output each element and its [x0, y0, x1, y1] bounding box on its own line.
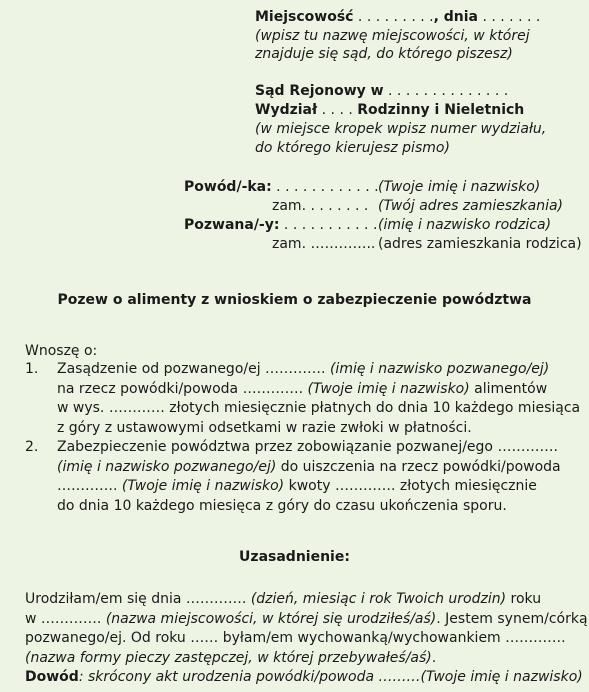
plaintiff-hint: (Twoje imię i nazwisko): [378, 179, 541, 195]
request-hint: (Twoje imię i nazwisko): [307, 380, 470, 397]
place-dots: . . . . . . . . .: [353, 9, 434, 25]
plaintiff-dots: . . . . . . . . . . . .: [271, 179, 379, 195]
date-dots: . . . . . . .: [478, 9, 541, 25]
request-line: [57, 419, 580, 439]
defendant-label: Pozwana/-y:: [184, 217, 280, 233]
department-label: Wydział: [255, 102, 318, 118]
request-line: [57, 438, 561, 458]
request-item-number: 2.: [25, 439, 39, 455]
request-line: [57, 477, 561, 497]
request-text: Zabezpieczenie powództwa przez zobowiązanie pozwanej/ego ………….: [57, 439, 558, 455]
department-dots: . . . .: [317, 102, 358, 118]
department-line: [255, 101, 524, 121]
justification-heading: Uzasadnienie:: [239, 549, 350, 565]
request-line: [57, 360, 580, 380]
justification-text: Urodziłam/em się dnia ………….: [25, 591, 251, 607]
place-hint-2: znajduje się sąd, do którego piszesz): [255, 46, 513, 62]
defendant-line: [184, 216, 377, 236]
request-text: na rzecz powódki/powoda ………….: [57, 380, 308, 397]
justification-body: [25, 590, 588, 688]
request-line: [57, 380, 580, 400]
justification-text: .: [431, 649, 437, 666]
request-text: w wys. ………… złotych miesięcznie płatnych do dnia 10 każdego miesiąca: [57, 400, 581, 416]
request-item-body: [57, 360, 580, 438]
request-hint: (Twoje imię i nazwisko): [121, 478, 285, 494]
place-label: Miejscowość: [255, 9, 354, 25]
document-title: Pozew o alimenty z wnioskiem o zabezpieczenie powództwa: [57, 292, 532, 308]
request-text: alimentów: [469, 380, 548, 397]
request-hint: (imię i nazwisko pozwanego/ej): [57, 458, 277, 475]
request-text: Zasądzenie od pozwanego/ej ………….: [57, 361, 330, 377]
place-hint-1: (wpisz tu nazwę miejscowości, w której: [255, 28, 530, 44]
department-hint-2: do którego kierujesz pismo): [255, 140, 450, 156]
defendant-dots: . . . . . . . . . . .: [279, 217, 378, 233]
request-text: z góry z ustawowymi odsetkami w razie zwłoki w płatności.: [57, 419, 472, 436]
date-label: , dnia: [433, 9, 479, 25]
request-text: ………….: [57, 478, 122, 494]
justification-text: roku: [506, 591, 542, 607]
department-hint-1: (w miejsce kropek wpisz numer wydziału,: [255, 121, 547, 137]
plaintiff-label: Powód/-ka:: [184, 179, 272, 195]
defendant-address-dots: …………..: [306, 236, 376, 252]
evidence-label: Dowód: [25, 669, 79, 685]
plaintiff-line: [184, 178, 379, 198]
justification-line: [25, 590, 588, 610]
request-item-number: 1.: [25, 361, 39, 377]
place-date-line: [255, 8, 540, 28]
defendant-address-hint: (adres zamieszkania rodzica): [378, 236, 582, 252]
justification-line: [25, 629, 588, 649]
request-item-body: [57, 438, 561, 516]
request-hint: (imię i nazwisko pozwanego/ej): [329, 361, 550, 377]
court-label: Sąd Rejonowy w: [255, 83, 384, 99]
evidence-text: : skrócony akt urodzenia powódki/powoda ………(Twoje imię i nazwisko): [78, 669, 583, 685]
justification-text: . Jestem synem/córką: [436, 610, 588, 627]
request-text: kwoty …………. złotych miesięcznie: [284, 478, 537, 494]
justification-text: pozwanego/ej. Od roku …… byłam/em wychowanką/wychowankiem ………….: [25, 630, 566, 646]
justification-hint: (nazwa formy pieczy zastępczej, w której przebywałeś/aś): [25, 649, 432, 666]
request-intro: Wnoszę o:: [25, 343, 98, 359]
court-line: [255, 82, 508, 102]
request-text: do uiszczenia na rzecz powódki/powoda: [276, 458, 561, 475]
plaintiff-address-label: zam.: [272, 198, 307, 214]
department-name: Rodzinny i Nieletnich: [357, 102, 525, 118]
court-dots: . . . . . . . . . . . . . .: [383, 83, 509, 99]
justification-line: [25, 610, 588, 630]
defendant-address-label: zam.: [272, 236, 307, 252]
justification-text: w ………….: [25, 610, 106, 627]
request-text: do dnia 10 każdego miesięca z góry do czasu ukończenia sporu.: [57, 497, 507, 514]
plaintiff-address-hint: (Twój adres zamieszkania): [378, 198, 564, 214]
justification-hint: (nazwa miejscowości, w której się urodziłeś/aś): [105, 610, 437, 627]
request-line: [57, 458, 561, 478]
request-line: [57, 399, 580, 419]
justification-line: [25, 649, 588, 669]
defendant-address-line: [272, 235, 375, 255]
justification-hint: (dzień, miesiąc i rok Twoich urodzin): [250, 591, 507, 607]
plaintiff-address-dots: . . . . . . .: [306, 198, 369, 214]
defendant-hint: (imię i nazwisko rodzica): [378, 217, 552, 233]
evidence-line: [25, 668, 588, 688]
plaintiff-address-line: [272, 197, 368, 217]
request-line: [57, 497, 561, 517]
